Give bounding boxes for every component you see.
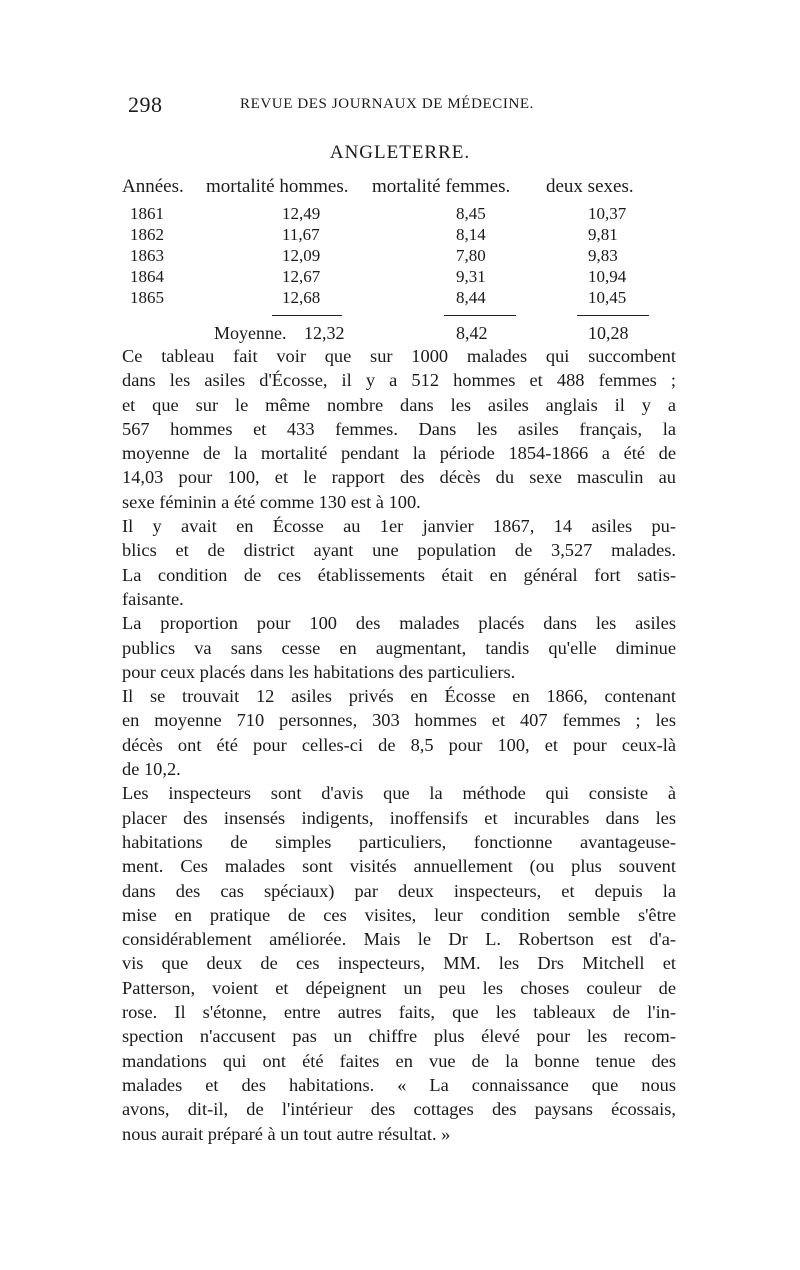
women-cell: 8,44 [456, 288, 486, 307]
year-cell: 1864 [130, 267, 164, 286]
sum-rule-both [577, 315, 649, 316]
text-line: et que sur le même nombre dans les asiles anglais il y a [122, 394, 676, 415]
body-text [122, 344, 676, 1146]
table-row [122, 288, 682, 309]
men-cell: 11,67 [282, 225, 320, 244]
sum-rule-men [272, 315, 342, 316]
men-cell: 12,68 [282, 288, 321, 307]
text-line: considérablement améliorée. Mais le Dr L. Robertson est d'a- [122, 929, 676, 950]
average-both: 10,28 [588, 323, 629, 343]
both-cell: 10,94 [588, 267, 627, 286]
text-line: spection n'accusent pas un chiffre plus élevé pour les recom- [122, 1026, 676, 1047]
text-line: en moyenne 710 personnes, 303 hommes et 407 femmes ; les [122, 710, 676, 731]
sum-rule-women [444, 315, 516, 316]
both-cell: 10,45 [588, 288, 627, 307]
text-line: faisante. [122, 588, 184, 609]
table-row [122, 204, 682, 225]
text-line: nous aurait préparé à un tout autre résultat. » [122, 1123, 451, 1144]
text-line: sexe féminin a été comme 130 est à 100. [122, 491, 421, 512]
text-line: mise en pratique de ces visites, leur condition semble s'être [122, 904, 676, 925]
page-header [128, 92, 688, 122]
women-cell: 8,14 [456, 225, 486, 244]
column-header-women: mortalité femmes. [372, 176, 511, 197]
text-line: Ce tableau fait voir que sur 1000 malades qui succombent [122, 346, 676, 366]
women-cell: 9,31 [456, 267, 486, 286]
column-header-men: mortalité hommes. [206, 176, 349, 197]
text-line: 567 hommes et 433 femmes. Dans les asiles français, la [122, 418, 676, 439]
men-cell: 12,49 [282, 204, 321, 223]
text-line: habitations de simples particuliers, fonctionne avantageuse- [122, 831, 676, 852]
text-line: Il se trouvait 12 asiles privés en Écosse en 1866, contenant [122, 686, 676, 707]
average-men: 12,32 [304, 323, 345, 343]
text-line: pour ceux placés dans les habitations des particuliers. [122, 661, 516, 682]
both-cell: 10,37 [588, 204, 627, 223]
both-cell: 9,81 [588, 225, 618, 244]
text-line: Patterson, voient et dépeignent un peu les choses couleur de [122, 977, 676, 998]
text-line: Il y avait en Écosse au 1er janvier 1867, 14 asiles pu- [122, 516, 676, 537]
year-cell: 1861 [130, 204, 164, 223]
text-line: La condition de ces établissements était en général fort satis- [122, 564, 676, 585]
text-line: moyenne de la mortalité pendant la période 1854-1866 a été de [122, 443, 676, 464]
men-cell: 12,67 [282, 267, 321, 286]
women-cell: 7,80 [456, 246, 486, 265]
year-cell: 1863 [130, 246, 164, 265]
text-line: décès ont été pour celles-ci de 8,5 pour 100, et pour ceux-là [122, 734, 676, 755]
year-cell: 1862 [130, 225, 164, 244]
text-line: blics et de district ayant une population de 3,527 malades. [122, 540, 676, 561]
text-line: rose. Il s'étonne, entre autres faits, que les tableaux de l'in- [122, 1002, 676, 1023]
text-line: dans des cas spéciaux) par deux inspecteurs, et depuis la [122, 880, 676, 901]
text-line: dans les asiles d'Écosse, il y a 512 hommes et 488 femmes ; [122, 370, 676, 391]
text-line: placer des insensés indigents, inoffensifs et incurables dans les [122, 807, 676, 828]
text-line: Les inspecteurs sont d'avis que la méthode qui consiste à [122, 783, 676, 804]
running-head: REVUE DES JOURNAUX DE MÉDECINE. [240, 96, 535, 112]
text-line: La proportion pour 100 des malades placés dans les asiles [122, 613, 676, 634]
text-line: malades et des habitations. « La connaissance que nous [122, 1074, 676, 1095]
table-row [122, 267, 682, 288]
text-line: mandations qui ont été faites en vue de la bonne tenue des [122, 1050, 676, 1071]
text-line: publics va sans cesse en augmentant, tandis qu'elle diminue [122, 637, 676, 658]
column-header-years: Années. [122, 176, 184, 197]
men-cell: 12,09 [282, 246, 321, 265]
table-row [122, 225, 682, 246]
column-header-both: deux sexes. [546, 176, 634, 197]
text-line: de 10,2. [122, 759, 181, 780]
page-number: 298 [128, 92, 163, 117]
year-cell: 1865 [130, 288, 164, 307]
average-women: 8,42 [456, 323, 488, 343]
average-label: Moyenne. [214, 323, 287, 343]
both-cell: 9,83 [588, 246, 618, 265]
text-line: 14,03 pour 100, et le rapport des décès du sexe masculin au [122, 467, 676, 488]
text-line: vis que deux de ces inspecteurs, MM. les Drs Mitchell et [122, 953, 676, 974]
women-cell: 8,45 [456, 204, 486, 223]
sum-rules [122, 309, 682, 323]
section-title: ANGLETERRE. [329, 142, 471, 163]
text-line: avons, dit-il, de l'intérieur des cottages des paysans écossais, [122, 1099, 676, 1120]
table-header-row [122, 176, 682, 204]
text-line: ment. Ces malades sont visités annuellement (ou plus souvent [122, 856, 676, 877]
mortality-table [122, 176, 682, 349]
table-row [122, 246, 682, 267]
